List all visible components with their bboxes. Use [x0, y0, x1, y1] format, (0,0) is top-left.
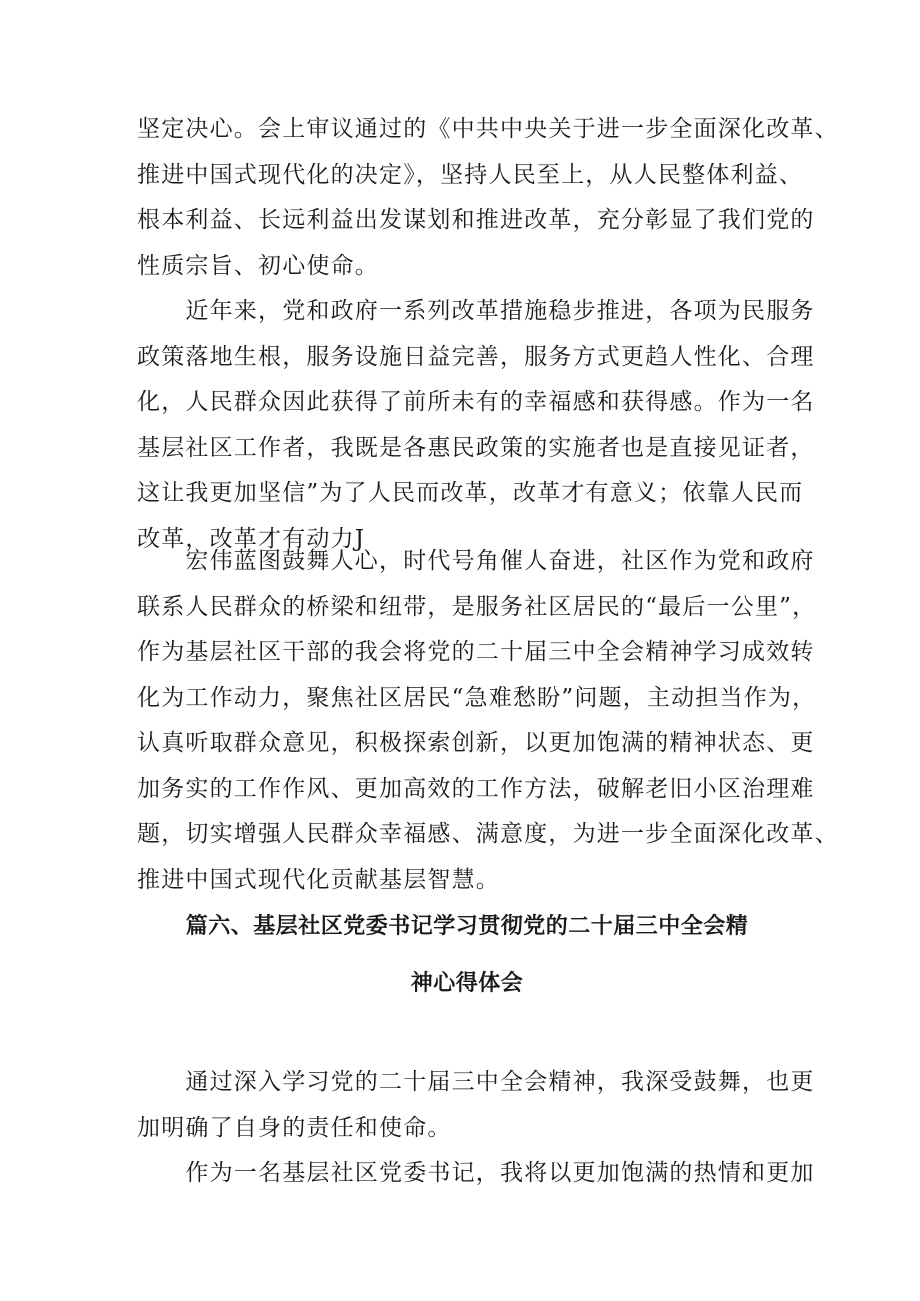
heading-line-1: 篇六、基层社区党委书记学习贯彻党的二十届三中全会精: [185, 914, 749, 939]
heading-line-2: 神心得体会: [410, 971, 524, 996]
text-line: 坚定决心。会上审议通过的《中共中央关于进一步全面深化改革、: [137, 116, 839, 142]
text-line: 题，切实增强人民群众幸福感、满意度，为进一步全面深化改革、: [137, 821, 839, 847]
text-line: 推进中国式现代化贡献基层智慧。: [137, 866, 500, 893]
text-line: 根本利益、长远利益出发谋划和推进改革，充分彰显了我们党的: [137, 207, 815, 233]
text-line: 作为基层社区干部的我会将党的二十届三中全会精神学习成效转: [137, 639, 815, 665]
paragraph-2: [137, 289, 815, 562]
text-line: 推进中国式现代化的决定》，坚持人民至上，从人民整体利益、: [137, 161, 804, 188]
text-line: 基层社区工作者，我既是各惠民政策的实施者也是直接见证者，: [137, 434, 815, 461]
text-line: 作为一名基层社区党委书记，我将以更加饱满的热情和更加: [137, 1160, 815, 1186]
paragraph-5: [137, 1151, 815, 1197]
text-line: 近年来，党和政府一系列改革措施稳步推进，各项为民服务: [137, 298, 815, 324]
paragraph-4: [137, 1060, 815, 1151]
text-line: 这让我更加坚信”为了人民而改革，改革才有意义；依靠人民而: [137, 480, 804, 506]
text-line: 宏伟蓝图鼓舞人心，时代号角催人奋进，社区作为党和政府: [137, 548, 815, 574]
text-line: 认真听取群众意见，积极探索创新，以更加饱满的精神状态、更: [137, 730, 815, 756]
text-line: 改革，改革才有动力J: [137, 525, 366, 552]
text-line: 加务实的工作作风、更加高效的工作方法，破解老旧小区治理难: [137, 775, 815, 802]
text-line: 化为工作动力，聚焦社区居民“急难愁盼”问题，主动担当作为，: [137, 684, 817, 711]
text-line: 联系人民群众的桥梁和纽带，是服务社区居民的“最后一公里”，: [137, 593, 817, 620]
paragraph-3: [137, 539, 839, 903]
text-line: 性质宗旨、初心使命。: [137, 252, 379, 279]
text-line: 加明确了自身的责任和使命。: [137, 1114, 452, 1141]
text-line: 通过深入学习党的二十届三中全会精神，我深受鼓舞，也更: [137, 1069, 815, 1095]
text-line: 化，人民群众因此获得了前所未有的幸福感和获得感。作为一名: [137, 389, 815, 415]
paragraph-1: [137, 107, 839, 289]
text-line: 政策落地生根，服务设施日益完善，服务方式更趋人性化、合理: [137, 343, 815, 370]
